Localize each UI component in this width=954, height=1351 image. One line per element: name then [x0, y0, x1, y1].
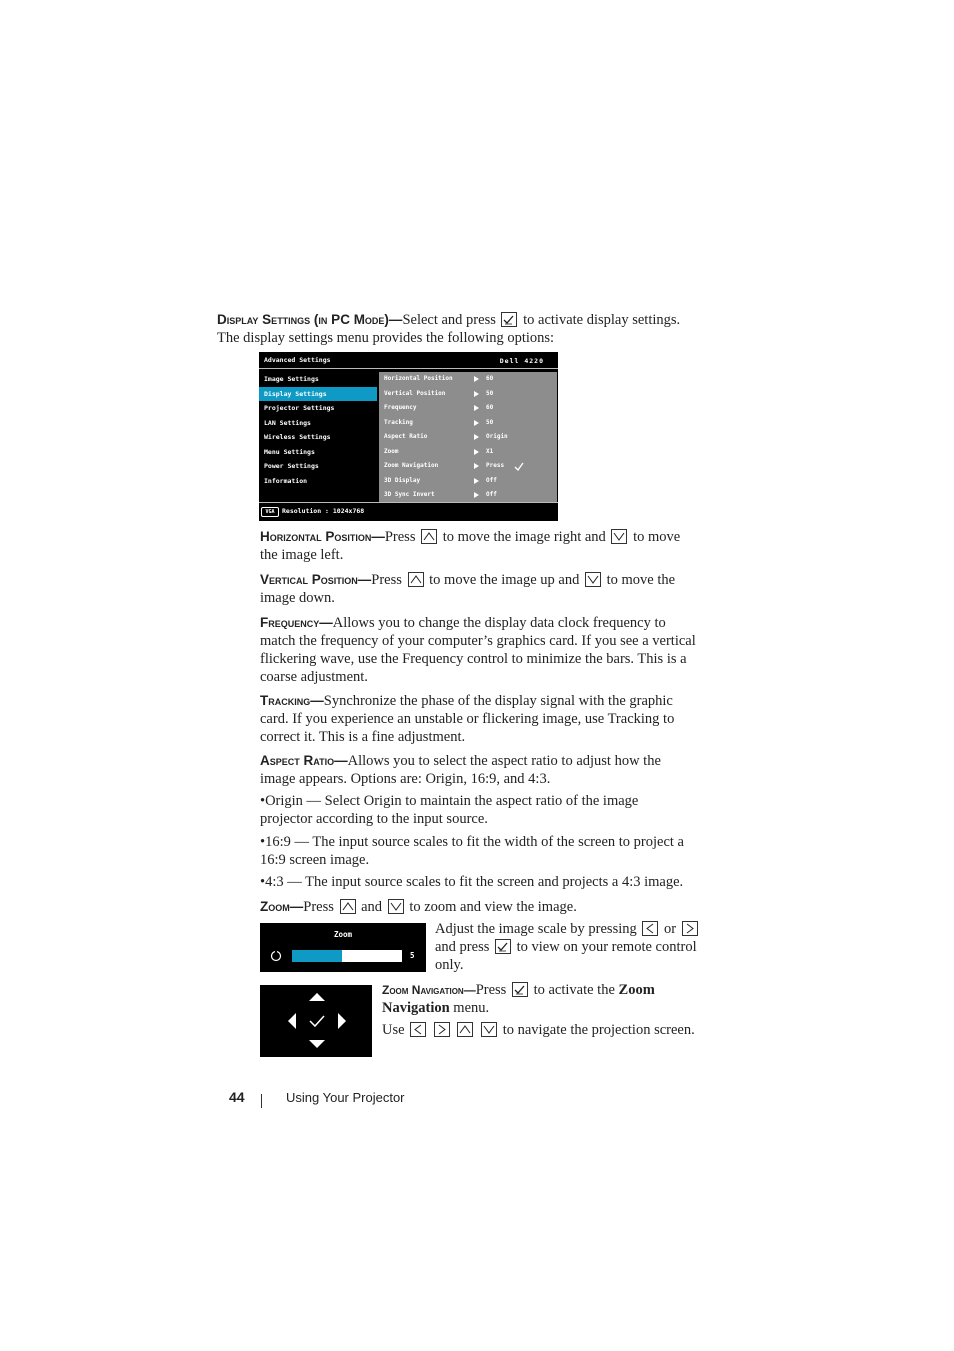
zoom-osd — [260, 923, 426, 972]
osd-row-3d-sync-invert[interactable]: 3D Sync Invert Off — [384, 491, 497, 498]
frequency-paragraph: Frequency—Allows you to change the display data clock frequency to match the frequency of your computer’s graphics card. If you see a vertical flickering wave, use the Frequency control to minimize the bars. This is a coarse adjustment. — [260, 615, 696, 685]
menu-enter-icon — [495, 939, 511, 954]
vga-source-icon: VGA — [261, 507, 279, 517]
zoom-navigation-use: Use to navigate the projection screen. — [382, 1022, 695, 1038]
zoom-slider-fill — [292, 950, 342, 962]
osd-item-power-settings[interactable]: Power Settings — [264, 462, 319, 470]
osd-row-frequency[interactable]: Frequency 60 — [384, 404, 494, 411]
aspect-ratio-heading: Aspect Ratio— — [260, 753, 348, 768]
horizontal-position-heading: Horizontal Position— — [260, 529, 385, 544]
osd-item-wireless-settings[interactable]: Wireless Settings — [264, 433, 331, 441]
osd-divider-bottom — [259, 502, 558, 503]
down-arrow-button-icon — [388, 899, 404, 914]
zoom-navigation-osd — [260, 985, 372, 1057]
arrow-right-icon — [474, 463, 479, 469]
arrow-right-icon — [474, 391, 479, 397]
up-arrow-button-icon — [340, 899, 356, 914]
arrow-right-icon — [474, 405, 479, 411]
right-arrow-button-icon — [434, 1022, 450, 1037]
osd-divider — [259, 368, 558, 369]
osd-item-display-settings[interactable]: Display Settings — [259, 387, 377, 401]
display-settings-osd — [259, 352, 558, 521]
down-arrow-button-icon — [585, 572, 601, 587]
footer-divider — [261, 1094, 262, 1108]
vertical-position-paragraph: Vertical Position—Press to move the image up and to move the — [260, 572, 676, 588]
zoom-heading: Zoom— — [260, 899, 304, 914]
arrow-right-icon — [474, 478, 479, 484]
up-arrow-button-icon — [457, 1022, 473, 1037]
left-arrow-button-icon — [642, 921, 658, 936]
display-settings-heading: Display Settings (in PC Mode)— — [217, 312, 403, 327]
zoom-slider[interactable] — [292, 950, 402, 962]
zoom-osd-title: Zoom — [333, 930, 353, 939]
zoom-paragraph: Zoom—Press and to zoom and view the image. — [260, 899, 577, 915]
osd-row-zoom[interactable]: Zoom X1 — [384, 447, 494, 455]
arrow-right-icon — [474, 492, 479, 498]
zoom-navigation-paragraph: Zoom Navigation—Press to activate the Zoom Navigation menu. — [382, 982, 655, 1016]
aspect-169-bullet: •16:9 — The input source scales to fit the width of the screen to project a 16:9 screen image. — [260, 834, 684, 868]
osd-item-information[interactable]: Information — [264, 476, 308, 485]
zoom-dial-icon — [270, 950, 282, 962]
osd-row-tracking[interactable]: Tracking 50 — [384, 418, 494, 426]
osd-title: Advanced Settings — [264, 356, 331, 364]
intro-line2: The display settings menu provides the following options: — [217, 330, 555, 346]
arrow-right-icon — [474, 449, 479, 455]
aspect-origin-bullet: •Origin — Select Origin to maintain the aspect ratio of the image projector according to the input source. — [260, 793, 639, 827]
tracking-paragraph: Tracking—Synchronize the phase of the display signal with the graphic card. If you experience an unstable or flickering image, use Tracking to correct it. This is a fine adjustment. — [260, 693, 675, 745]
up-arrow-button-icon — [408, 572, 424, 587]
zoom-navigation-heading: Zoom Navigation— — [382, 983, 476, 997]
left-arrow-button-icon — [410, 1022, 426, 1037]
checkmark-icon — [514, 462, 524, 471]
vertical-position-heading: Vertical Position— — [260, 572, 372, 587]
aspect-ratio-paragraph: Aspect Ratio—Allows you to select the aspect ratio to adjust how the image appears. Options are: Origin, 16:9, and 4:3. — [260, 753, 661, 787]
page-number: 44 — [229, 1089, 245, 1105]
osd-left-menu — [259, 372, 379, 492]
zoom-osd-value: 5 — [410, 951, 415, 960]
menu-enter-icon — [512, 982, 528, 997]
menu-enter-icon — [501, 312, 517, 327]
intro-paragraph: Display Settings (in PC Mode)—Select and press to activate display settings. — [217, 312, 681, 328]
osd-row-vertical-position[interactable]: Vertical Position 50 — [384, 389, 494, 397]
osd-right-panel — [379, 372, 557, 502]
osd-item-lan-settings[interactable]: LAN Settings — [264, 418, 311, 427]
up-arrow-button-icon — [421, 529, 437, 544]
down-arrow-button-icon — [481, 1022, 497, 1037]
down-arrow-button-icon — [611, 529, 627, 544]
osd-row-3d-display[interactable]: 3D Display Off — [384, 476, 497, 484]
osd-model: Dell 4220 — [499, 357, 544, 365]
tracking-heading: Tracking— — [260, 693, 324, 708]
osd-row-horizontal-position[interactable]: Horizontal Position 60 — [384, 375, 494, 382]
osd-item-projector-settings[interactable]: Projector Settings — [264, 404, 335, 412]
zoom-side-text: Adjust the image scale by pressing or and press to view on your remote control only. — [435, 921, 697, 973]
right-arrow-button-icon — [682, 921, 698, 936]
aspect-43-bullet: •4:3 — The input source scales to fit the screen and projects a 4:3 image. — [260, 874, 684, 890]
vertical-position-line2: image down. — [260, 590, 335, 606]
footer-section: Using Your Projector — [286, 1090, 405, 1105]
arrow-right-icon — [474, 420, 479, 426]
arrow-right-icon — [474, 434, 479, 440]
osd-resolution: Resolution : 1024x768 — [282, 507, 365, 515]
osd-item-image-settings[interactable]: Image Settings — [264, 375, 319, 383]
arrow-right-icon — [474, 376, 479, 382]
navigation-arrows-icon — [260, 985, 372, 1057]
osd-row-zoom-navigation[interactable]: Zoom Navigation Press — [379, 459, 557, 474]
osd-item-menu-settings[interactable]: Menu Settings — [264, 447, 315, 456]
horizontal-position-line2: the image left. — [260, 547, 344, 563]
osd-row-aspect-ratio[interactable]: Aspect Ratio Origin — [384, 433, 508, 440]
frequency-heading: Frequency— — [260, 615, 333, 630]
horizontal-position-paragraph: Horizontal Position—Press to move the image right and to move — [260, 529, 681, 545]
